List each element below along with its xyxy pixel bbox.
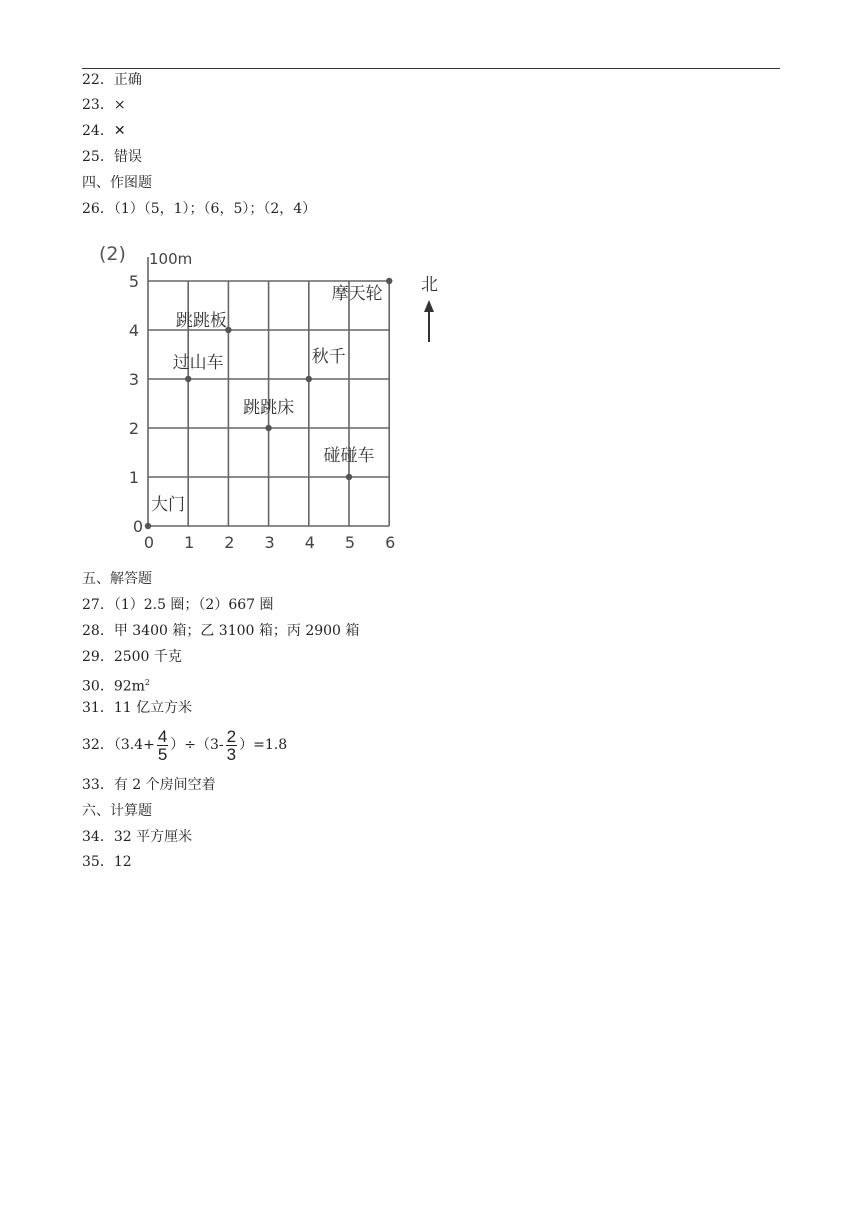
answer-30 (82, 674, 150, 696)
place-label: 过山车 (172, 353, 224, 373)
answer-31: 31．11 亿立方米 (82, 700, 193, 716)
x-tick-label: 6 (385, 533, 396, 550)
fraction-denominator: 5 (157, 744, 168, 764)
y-tick-labels (129, 272, 143, 536)
coordinate-map (95, 238, 440, 550)
x-tick-label: 2 (224, 533, 235, 550)
x-tick-label: 5 (344, 533, 356, 550)
fraction-numerator: 4 (157, 726, 168, 746)
y-tick-label: 4 (128, 321, 140, 340)
place-point (346, 474, 352, 480)
place-label: 摩天轮 (331, 284, 383, 304)
section-heading-5: 五、解答题 (82, 571, 152, 587)
place-label: 跳跳床 (243, 398, 295, 418)
map-scale-label: 100m (149, 250, 193, 268)
origin-label: 0 (132, 517, 144, 536)
place-point (265, 425, 271, 431)
place-point (185, 376, 191, 382)
north-arrow-icon (424, 300, 434, 312)
map-part-label: (2) (99, 243, 126, 265)
north-label: 北 (421, 275, 438, 295)
place-label: 碰碰车 (323, 446, 375, 466)
answer-34: 34．32 平方厘米 (82, 829, 193, 845)
y-tick-label: 5 (128, 272, 140, 291)
fraction-four-fifths (157, 728, 168, 763)
answer-30-text: 30．92m (82, 678, 145, 695)
x-tick-label: 1 (184, 533, 195, 550)
answer-22: 22．正确 (82, 72, 142, 88)
place-label: 跳跳板 (175, 311, 227, 331)
section-heading-4: 四、作图题 (82, 175, 152, 191)
place-labels (151, 284, 383, 515)
fraction-two-thirds (226, 728, 237, 763)
y-tick-label: 2 (128, 419, 140, 438)
place-point (306, 376, 312, 382)
fraction-denominator: 3 (226, 744, 237, 764)
answer-27: 27．（1）2.5 圈；（2）667 圈 (82, 597, 274, 613)
x-tick-label: 0 (143, 533, 155, 550)
answer-25: 25．错误 (82, 149, 142, 165)
answer-32-part-b: ）÷（3- (170, 737, 224, 753)
place-point (145, 523, 151, 529)
x-tick-labels (144, 533, 395, 550)
answer-33: 33．有 2 个房间空着 (82, 777, 216, 793)
answer-26: 26．（1）（5，1）；（6，5）；（2，4） (82, 201, 317, 217)
x-tick-label: 4 (304, 533, 315, 550)
section-heading-6: 六、计算题 (82, 803, 152, 819)
place-point (386, 278, 392, 284)
header-rule (82, 68, 780, 69)
y-tick-label: 1 (128, 468, 140, 487)
x-tick-label: 3 (264, 533, 275, 550)
place-label: 秋千 (311, 347, 346, 367)
place-label: 大门 (151, 495, 185, 515)
answer-35: 35．12 (82, 854, 132, 870)
y-tick-label: 3 (128, 370, 140, 389)
answer-32 (82, 724, 287, 766)
answer-29: 29．2500 千克 (82, 649, 182, 665)
answer-23: 23．× (82, 97, 126, 113)
answer-28: 28．甲 3400 箱；乙 3100 箱；丙 2900 箱 (82, 623, 360, 639)
fraction-numerator: 2 (226, 726, 237, 746)
answer-24: 24．✕ (82, 123, 126, 139)
answer-32-part-c: ）=1.8 (239, 737, 288, 753)
answer-30-exponent: 2 (144, 678, 150, 687)
answer-32-part-a: 32．（3.4+ (82, 737, 155, 753)
